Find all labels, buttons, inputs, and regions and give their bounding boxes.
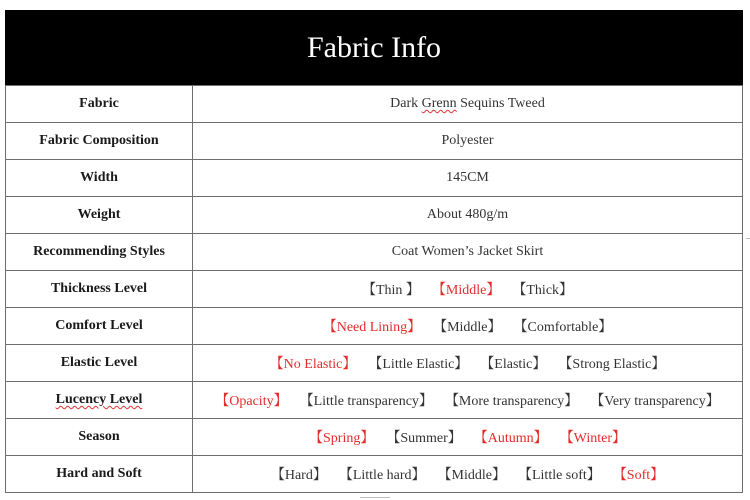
option-selected: 【Autumn】 xyxy=(473,431,548,446)
table-row xyxy=(6,382,743,419)
option: 【Little transparency】 xyxy=(299,394,433,409)
table-row xyxy=(6,197,743,234)
option-selected: 【Soft】 xyxy=(612,468,665,483)
styles-value: Coat Women’s Jacket Skirt xyxy=(193,234,743,271)
option-selected: 【No Elastic】 xyxy=(269,357,357,372)
option: 【Middle】 xyxy=(437,468,506,483)
title-bar xyxy=(5,10,743,85)
option: 【Little soft】 xyxy=(517,468,601,483)
table-row xyxy=(6,160,743,197)
row-label-weight: Weight xyxy=(6,197,193,234)
row-label-thickness: Thickness Level xyxy=(6,271,193,308)
page-edge-mark xyxy=(746,238,750,239)
option: 【More transparency】 xyxy=(444,394,579,409)
elastic-options xyxy=(193,345,743,382)
table-row xyxy=(6,271,743,308)
row-label-fabric: Fabric xyxy=(6,86,193,123)
option-selected: 【Need Lining】 xyxy=(322,320,422,335)
width-value: 145CM xyxy=(193,160,743,197)
table-row xyxy=(6,419,743,456)
page-fold-mark xyxy=(360,497,390,498)
option: 【Summer】 xyxy=(386,431,462,446)
row-label-lucency xyxy=(6,382,193,419)
table-row xyxy=(6,345,743,382)
option-selected: 【Opacity】 xyxy=(215,394,288,409)
page-title: Fabric Info xyxy=(306,30,442,64)
option-selected: 【Winter】 xyxy=(559,431,626,446)
row-label-season: Season xyxy=(6,419,193,456)
spellcheck-flagged-word: Grenn xyxy=(421,96,457,111)
weight-value: About 480g/m xyxy=(193,197,743,234)
row-label-comfort: Comfort Level xyxy=(6,308,193,345)
option: 【Thin 】 xyxy=(361,283,420,298)
composition-value: Polyester xyxy=(193,123,743,160)
option: 【Little Elastic】 xyxy=(368,357,469,372)
lucency-options xyxy=(193,382,743,419)
option: 【Strong Elastic】 xyxy=(558,357,666,372)
season-options xyxy=(193,419,743,456)
row-label-composition: Fabric Composition xyxy=(6,123,193,160)
row-label-styles: Recommending Styles xyxy=(6,234,193,271)
option-selected: 【Spring】 xyxy=(309,431,375,446)
table-row xyxy=(6,456,743,493)
option: 【Little hard】 xyxy=(338,468,426,483)
hard-soft-options xyxy=(193,456,743,493)
comfort-options xyxy=(193,308,743,345)
spellcheck-flagged-word: Lucency Level xyxy=(55,392,143,407)
row-label-elastic: Elastic Level xyxy=(6,345,193,382)
fabric-info-table xyxy=(5,85,743,493)
option: 【Elastic】 xyxy=(480,357,547,372)
option: 【Hard】 xyxy=(270,468,327,483)
fabric-value: Dark Grenn Sequins Tweed xyxy=(193,86,743,123)
table-row xyxy=(6,234,743,271)
row-label-width: Width xyxy=(6,160,193,197)
fabric-info-sheet xyxy=(5,10,743,493)
table-row xyxy=(6,308,743,345)
option: 【Middle】 xyxy=(433,320,502,335)
option: 【Thick】 xyxy=(512,283,574,298)
table-row xyxy=(6,86,743,123)
option: 【Very transparency】 xyxy=(590,394,720,409)
option: 【Comfortable】 xyxy=(513,320,613,335)
thickness-options xyxy=(193,271,743,308)
option-selected: 【Middle】 xyxy=(431,283,501,298)
table-row xyxy=(6,123,743,160)
row-label-hard-soft: Hard and Soft xyxy=(6,456,193,493)
